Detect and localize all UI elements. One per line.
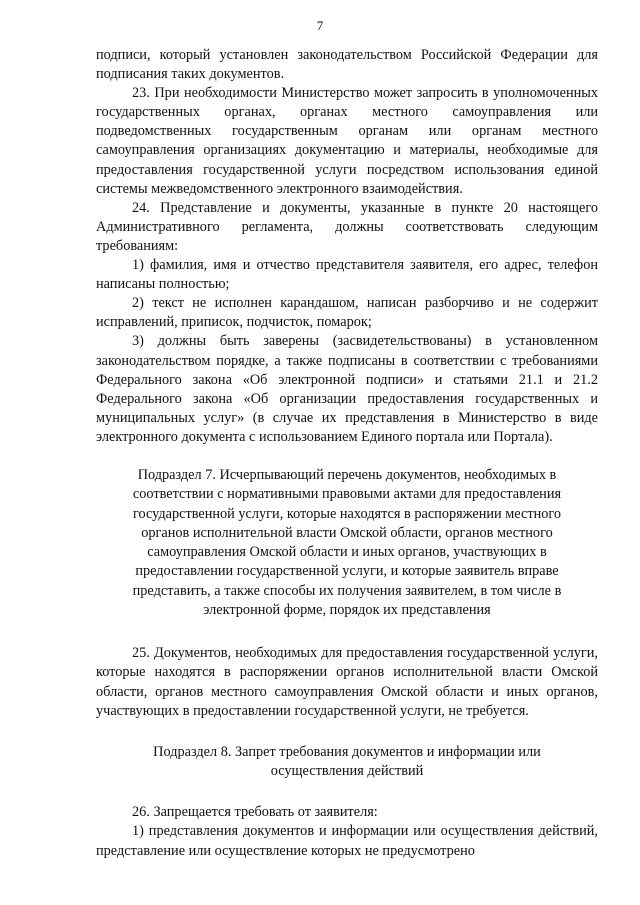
paragraph-26: 26. Запрещается требовать от заявителя: bbox=[132, 804, 378, 821]
subsection-8-heading: Подраздел 8. Запрет требования документов и информации или осуществления действий bbox=[153, 743, 541, 780]
spacer bbox=[96, 721, 598, 743]
spacer bbox=[96, 620, 598, 644]
spacer bbox=[96, 781, 598, 803]
paragraph-26-item-1: 1) представления документов и информации или осуществления действий, представление или осуществление которых не предусмотрено bbox=[96, 823, 598, 859]
subsection-7-heading: Подраздел 7. Исчерпывающий перечень документов, необходимых в соответствии с нормативными правовыми актами для предоставления государственной услуги, которые находятся в распоряжении местного органов исполнительной власти Омской области, органов местного самоуправления Омской области и иных органов, участвующих в предоставлении государственной услуги, и которые заявитель вправе представить, а также способы их получения заявителем, в том числе в электронной форме, порядок их представления bbox=[132, 466, 562, 619]
spacer bbox=[96, 447, 598, 466]
paragraph-24-item-1: 1) фамилия, имя и отчество представителя заявителя, его адрес, телефон написаны полностью; bbox=[96, 257, 598, 293]
paragraph-24-item-2: 2) текст не исполнен карандашом, написан разборчиво и не содержит исправлений, приписок, подчисток, помарок; bbox=[96, 295, 598, 331]
document-body bbox=[96, 46, 598, 861]
paragraph-continuation: подписи, который установлен законодательством Российской Федерации для подписания таких документов. bbox=[96, 47, 598, 83]
page-number: 7 bbox=[316, 18, 324, 33]
paragraph-25: 25. Документов, необходимых для предоставления государственной услуги, которые находятся в распоряжении органов исполнительной власти Омской области, органов местного самоуправления Омской области и иных органов, участвующих в предоставлении государственной услуги, не требуется. bbox=[96, 645, 598, 719]
paragraph-24: 24. Представление и документы, указанные в пункте 20 настоящего Административного регламента, должны соответствовать следующим требованиям: bbox=[96, 199, 598, 254]
paragraph-23: 23. При необходимости Министерство может запросить в уполномоченных государственных органах, органах местного самоуправления или подведомственных государственным органам или органам местного самоуправления организациях документацию и материалы, необходимые для предоставления государственной услуги посредством использования единой системы межведомственного электронного взаимодействия. bbox=[96, 85, 598, 197]
paragraph-24-item-3: 3) должны быть заверены (засвидетельствованы) в установленном законодательством порядке, а также подписаны в соответствии с требованиями Федерального закона «Об электронной подписи» и статьями 21.1 и 21.2 Федерального закона «Об организации предоставления государственных и муниципальных услуг» (в случае их представления в Министерство в виде электронного документа с использованием Единого портала или Портала). bbox=[96, 333, 598, 445]
